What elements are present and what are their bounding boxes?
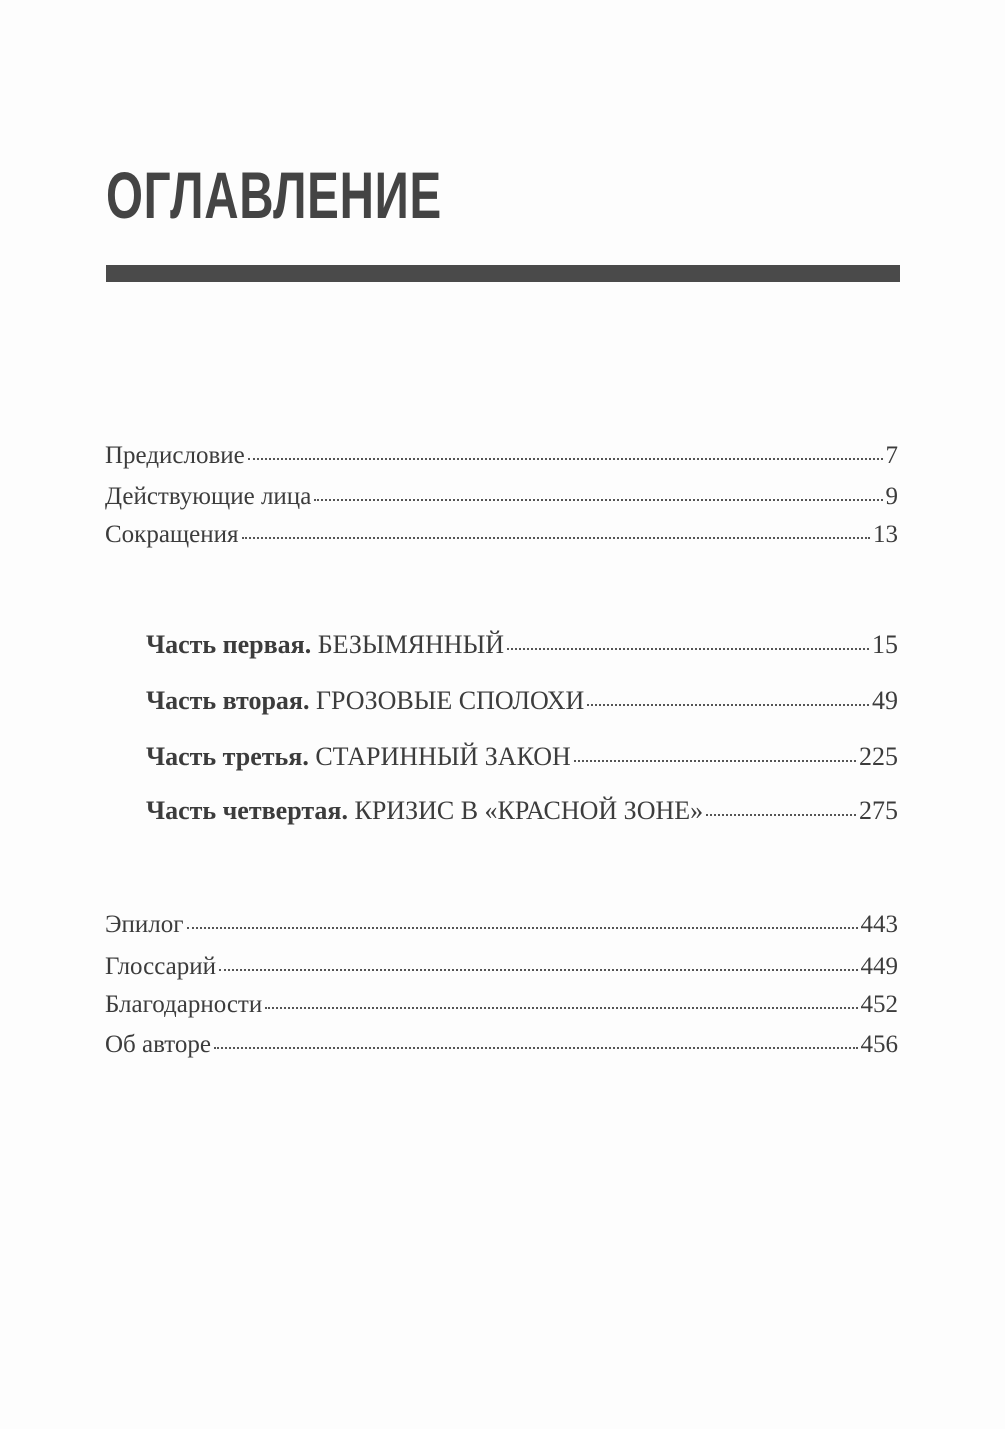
toc-entry-part-3[interactable] xyxy=(146,744,898,770)
title-divider xyxy=(106,265,900,282)
toc-entry-page: 443 xyxy=(860,911,898,938)
toc-entry-label: Об авторе xyxy=(105,1031,211,1058)
toc-entry-label: Предисловие xyxy=(105,442,245,469)
toc-entry-page: 449 xyxy=(860,953,898,980)
toc-entry-label: Глоссарий xyxy=(105,953,217,980)
toc-entry-page: 15 xyxy=(872,630,898,659)
toc-entry-page: 9 xyxy=(885,483,898,510)
toc-entry-part-1[interactable] xyxy=(146,632,898,658)
part-prefix: Часть вторая. xyxy=(146,686,310,715)
dot-leader xyxy=(248,458,883,460)
dot-leader xyxy=(706,814,856,816)
toc-entry-page: 13 xyxy=(873,521,898,548)
part-prefix: Часть первая. xyxy=(146,630,312,659)
dot-leader xyxy=(214,1047,858,1049)
dot-leader xyxy=(187,927,858,929)
dot-leader xyxy=(507,648,869,650)
toc-entry-page: 452 xyxy=(860,991,898,1018)
toc-entry-page: 225 xyxy=(859,742,898,771)
dot-leader xyxy=(587,704,869,706)
part-title: СТАРИННЫЙ ЗАКОН xyxy=(315,742,571,771)
toc-entry-part-2[interactable] xyxy=(146,688,898,714)
toc-entry-page: 275 xyxy=(859,796,898,825)
toc-entry-epilogue[interactable] xyxy=(105,912,898,937)
dot-leader xyxy=(314,499,882,501)
dot-leader xyxy=(242,537,870,539)
toc-entry-page: 456 xyxy=(860,1031,898,1058)
toc-entry-abbreviations[interactable] xyxy=(105,522,898,547)
toc-entry-about-author[interactable] xyxy=(105,1032,898,1057)
toc-entry-glossary[interactable] xyxy=(105,954,898,979)
dot-leader xyxy=(574,760,856,762)
part-title: БЕЗЫМЯННЫЙ xyxy=(317,630,505,659)
toc-entry-label: Действующие лица xyxy=(105,483,312,510)
toc-entry-label: Эпилог xyxy=(105,911,184,938)
part-title: ГРОЗОВЫЕ СПОЛОХИ xyxy=(316,686,585,715)
toc-entry-label: Сокращения xyxy=(105,521,239,548)
toc-entry-page: 49 xyxy=(872,686,898,715)
dot-leader xyxy=(265,1007,857,1009)
toc-entry-preface[interactable] xyxy=(105,443,898,468)
part-title: КРИЗИС В «КРАСНОЙ ЗОНЕ» xyxy=(354,796,704,825)
toc-entry-part-4[interactable] xyxy=(146,798,898,824)
toc-entry-label: Благодарности xyxy=(105,991,263,1018)
part-prefix: Часть третья. xyxy=(146,742,309,771)
toc-entry-page: 7 xyxy=(885,442,898,469)
toc-entry-acknowledgements[interactable] xyxy=(105,992,898,1017)
part-prefix: Часть четвертая. xyxy=(146,796,348,825)
dot-leader xyxy=(219,969,857,971)
toc-entry-characters[interactable] xyxy=(105,484,898,509)
page-title: ОГЛАВЛЕНИЕ xyxy=(106,158,442,232)
